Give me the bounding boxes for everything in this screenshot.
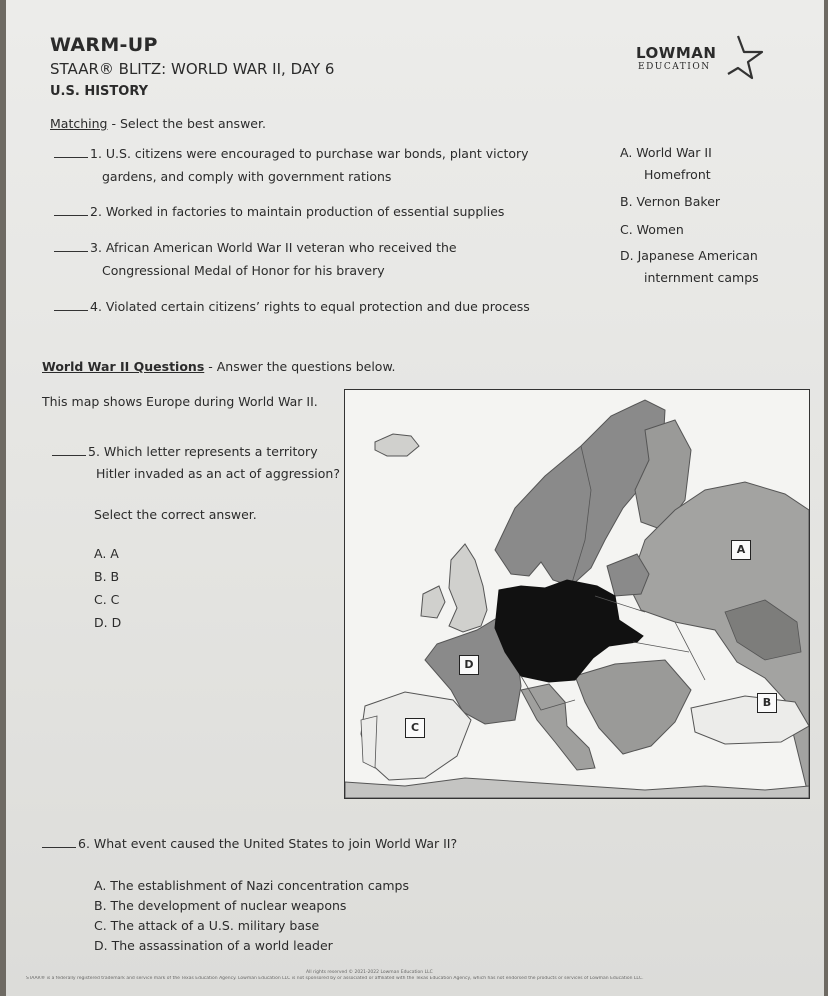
question-text-cont: Hitler invaded as an act of aggression? — [96, 466, 340, 482]
q5-options — [94, 542, 121, 634]
answer-label: D. Japanese American — [620, 248, 758, 263]
answer-blank-3[interactable] — [54, 241, 88, 252]
page-title: WARM-UP — [50, 34, 158, 56]
question-6 — [42, 836, 602, 852]
q5-option-d[interactable]: D. D — [94, 615, 122, 630]
answer-label: A. World War II — [620, 145, 712, 160]
answer-b — [620, 194, 720, 210]
ww2-heading-label: World War II Questions — [42, 359, 205, 374]
balkans — [575, 660, 691, 754]
matching-heading-label: Matching — [50, 116, 108, 131]
logo-sub: EDUCATION — [638, 62, 711, 72]
q6-option-c[interactable]: C. The attack of a U.S. military base — [94, 918, 320, 933]
map-label-c: C — [405, 718, 425, 738]
q6-option-a[interactable]: A. The establishment of Nazi concentration camps — [94, 878, 409, 893]
page-subtitle: STAAR® BLITZ: WORLD WAR II, DAY 6 — [50, 60, 335, 78]
question-text: 4. Violated certain citizens’ rights to equal protection and due process — [90, 299, 530, 314]
question-5 — [52, 444, 352, 483]
answer-label-cont: internment camps — [644, 270, 759, 286]
portugal — [361, 716, 377, 768]
logo-word: LOWMAN — [636, 44, 717, 62]
answer-blank-1[interactable] — [54, 147, 88, 158]
select-instruction: Select the correct answer. — [94, 507, 257, 522]
q6-option-d[interactable]: D. The assassination of a world leader — [94, 938, 333, 953]
ireland — [421, 586, 445, 618]
answer-label: B. Vernon Baker — [620, 194, 721, 209]
answer-a — [620, 145, 712, 184]
map-label-d: D — [459, 655, 479, 675]
q5-option-b[interactable]: B. B — [94, 569, 120, 584]
britain — [449, 544, 487, 632]
q6-options — [94, 876, 409, 956]
answer-blank-2[interactable] — [54, 205, 88, 216]
matching-question-4 — [54, 299, 574, 315]
map-intro: This map shows Europe during World War II. — [42, 394, 318, 409]
matching-question-3 — [54, 240, 554, 280]
map-label-a: A — [731, 540, 751, 560]
matching-question-1 — [54, 146, 554, 186]
matching-heading — [50, 116, 266, 132]
q5-option-c[interactable]: C. C — [94, 592, 120, 607]
iceland — [375, 434, 419, 456]
ww2-heading — [42, 359, 396, 375]
question-text-cont: gardens, and comply with government rations — [102, 169, 392, 185]
map-label-b: B — [757, 693, 777, 713]
question-text-cont: Congressional Medal of Honor for his bravery — [102, 263, 385, 279]
matching-question-2 — [54, 204, 554, 220]
question-text: 2. Worked in factories to maintain production of essential supplies — [90, 204, 505, 219]
course-name: U.S. HISTORY — [50, 84, 149, 99]
q6-option-b[interactable]: B. The development of nuclear weapons — [94, 898, 347, 913]
footer-copyright: All rights reserved © 2021-2022 Lowman Education LLC — [306, 970, 433, 975]
answer-d — [620, 248, 759, 287]
europe-map — [344, 389, 810, 799]
footer-disclaimer: STAAR® is a federally registered trademark and service mark of the Texas Education Agency. Lowman Education LLC is not sponsored by or associated or affiliated with the Texas Education Agency, which has not endorsed the products or services of Lowman Education LLC. — [26, 976, 644, 981]
lowman-logo — [634, 40, 764, 84]
answer-c — [620, 222, 684, 238]
question-text: 1. U.S. citizens were encouraged to purchase war bonds, plant victory — [90, 146, 529, 161]
q5-option-a[interactable]: A. A — [94, 546, 119, 561]
north-africa — [345, 778, 809, 798]
star-icon — [718, 34, 764, 80]
question-text: 6. What event caused the United States to join World War II? — [78, 836, 458, 851]
answer-label-cont: Homefront — [644, 167, 711, 183]
question-text: 5. Which letter represents a territory — [88, 444, 318, 459]
answer-blank-5[interactable] — [52, 445, 86, 456]
worksheet-page — [6, 0, 824, 996]
answer-label: C. Women — [620, 222, 684, 237]
matching-instruction: - Select the best answer. — [107, 116, 266, 131]
question-text: 3. African American World War II veteran who received the — [90, 240, 457, 255]
answer-blank-6[interactable] — [42, 837, 76, 848]
turkey — [691, 696, 809, 744]
ww2-instruction: - Answer the questions below. — [204, 359, 396, 374]
answer-blank-4[interactable] — [54, 300, 88, 311]
